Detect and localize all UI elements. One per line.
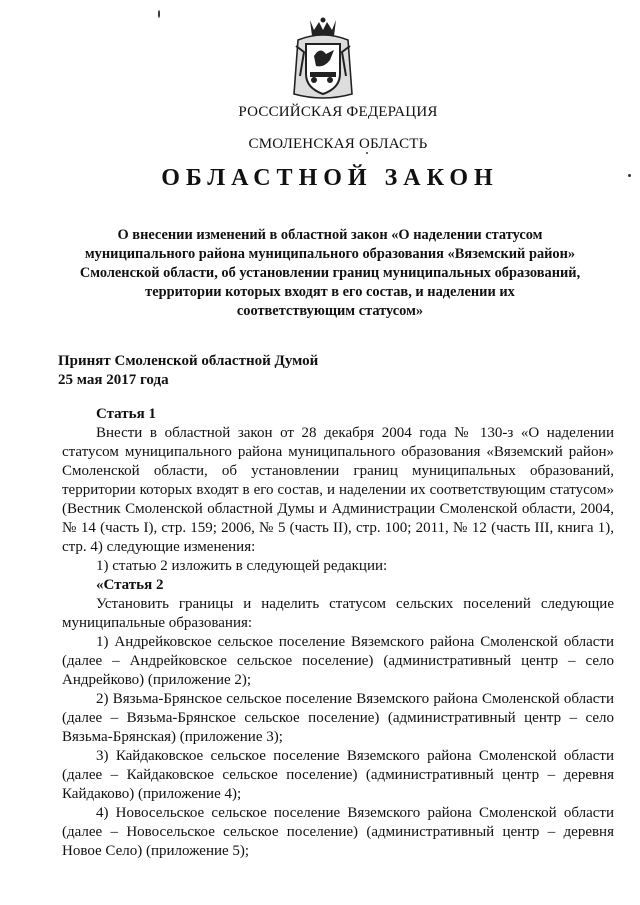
adoption-body: Принят Смоленской областной Думой <box>58 353 319 369</box>
smolensk-coat-of-arms-icon <box>290 16 356 102</box>
subject-line: территории которых входят в его состав, и наделении их <box>145 284 515 300</box>
article-2-item: 3) Кайдаковское сельское поселение Вяземского района Смоленской области (далее – Кайдаковское сельское поселение) (административный центр – деревня Кайдаково) (приложение 4); <box>62 748 614 802</box>
adoption-date: 25 мая 2017 года <box>58 372 169 388</box>
article-1-item-1: 1) статью 2 изложить в следующей редакции: <box>96 558 388 574</box>
subject-line: соответствующим статусом» <box>236 303 424 319</box>
region-header: СМОЛЕНСКАЯ ОБЛАСТЬ <box>248 136 428 152</box>
article-2-item: 1) Андрейковское сельское поселение Вяземского района Смоленской области (далее – Андрейковское сельское поселение) (административный центр – село Андрейково) (приложение 2); <box>62 634 614 688</box>
law-body <box>62 405 614 861</box>
subject-line: муниципального района муниципального образования «Вяземский район» <box>84 246 576 262</box>
subject-line: Смоленской области, об установлении границ муниципальных образований, <box>79 265 581 281</box>
article-1-text: Внести в областной закон от 28 декабря 2004 года № 130-з «О наделении статусом муниципального района муниципального образования «Вяземский район» Смоленской области, об установлении границ муниципальных образований, территории которых входят в его состав, и наделении их соответствующим статусом» (Вестник Смоленской областной Думы и Администрации Смоленской области, 2004, № 14 (часть I), стр. 159; 2006, № 5 (часть II), стр. 100; 2011, № 12 (часть III, книга 1), стр. 4) следующие изменения: <box>62 425 614 555</box>
federation-header: РОССИЙСКАЯ ФЕДЕРАЦИЯ <box>238 104 438 120</box>
article-2-item: 2) Вязьма-Брянское сельское поселение Вяземского района Смоленской области (далее – Вязьма-Брянское сельское поселение) (административный центр – село Вязьма-Брянская) (приложение 3); <box>62 691 614 745</box>
article-2-item: 4) Новосельское сельское поселение Вяземского района Смоленской области (далее – Новосельское сельское поселение) (административный центр – деревня Новое Село) (приложение 5); <box>62 805 614 859</box>
article-2-heading: «Статья 2 <box>96 577 164 593</box>
law-subject-heading <box>70 226 590 321</box>
article-2-intro: Установить границы и наделить статусом сельских поселений следующие муниципальные образования: <box>62 596 614 631</box>
article-1-heading: Статья 1 <box>96 406 156 422</box>
document-type-title: ОБЛАСТНОЙ ЗАКОН <box>161 165 499 191</box>
adoption-note <box>58 352 458 390</box>
subject-line: О внесении изменений в областной закон «О наделении статусом <box>117 227 543 243</box>
